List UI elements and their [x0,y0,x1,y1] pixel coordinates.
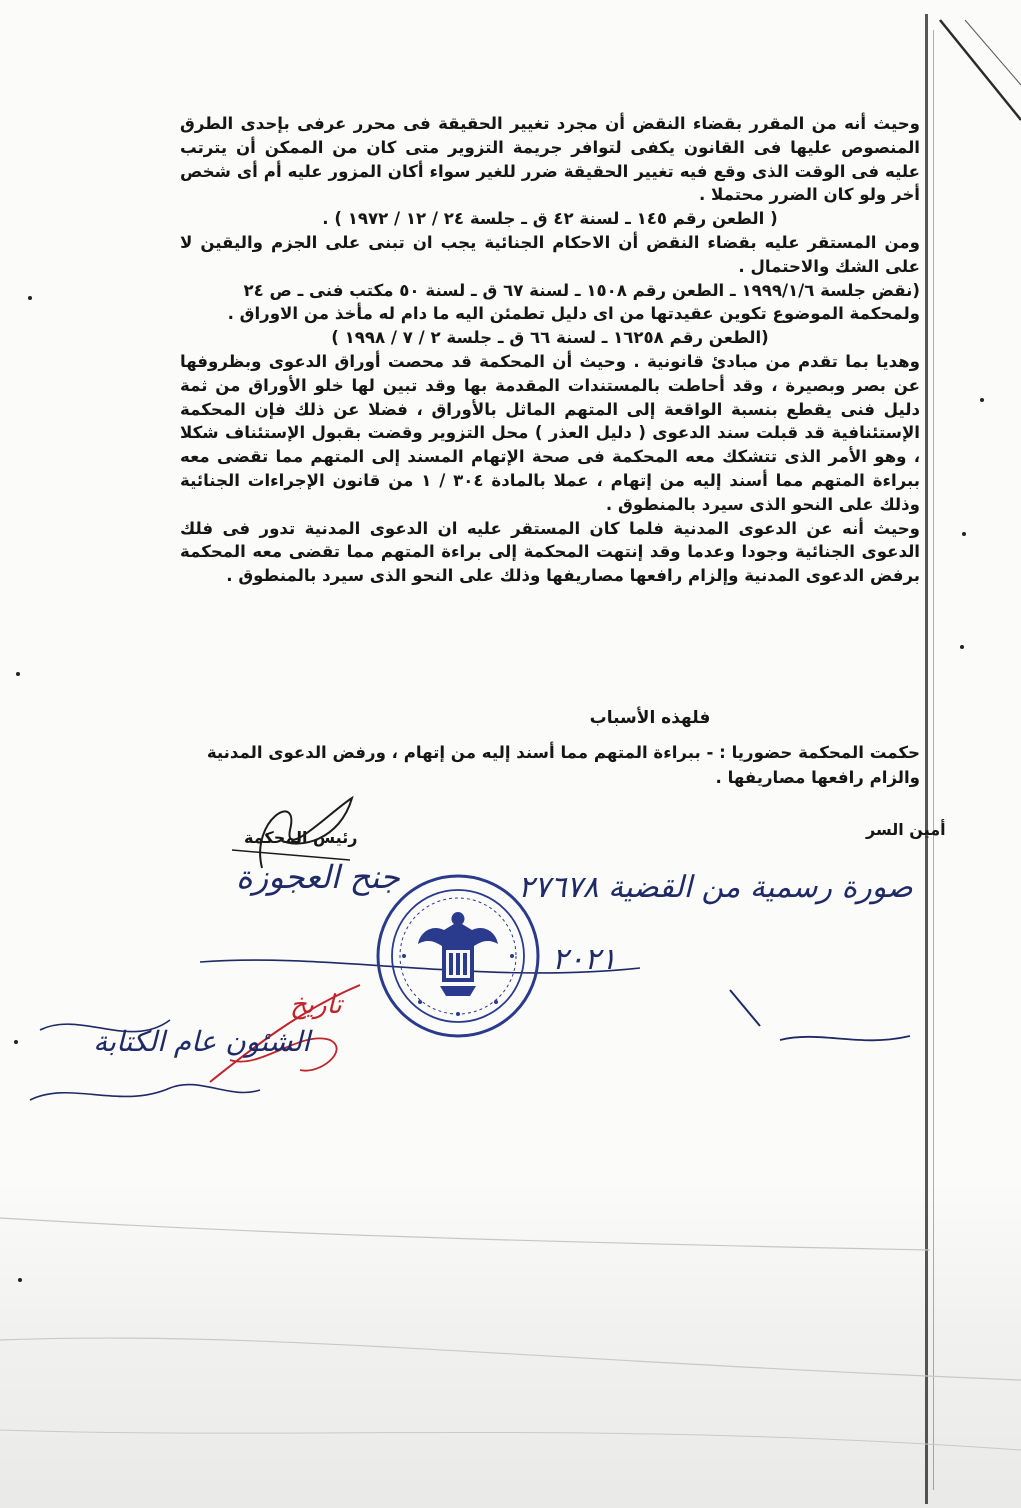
paragraph-certainty-principle: ومن المستقر عليه بقضاء النقض أن الاحكام الجنائية يجب ان تبنى على الجزم واليقين لا على الشك والاحتمال . [180,232,920,276]
official-seal [374,872,542,1040]
handwritten-year: ٢٠٢١ [552,942,617,977]
paragraph-forgery-principle: وحيث أنه من المقرر بقضاء النقض أن مجرد تغيير الحقيقة فى محرر عرفى بإحدى الطرق المنصوص عليها فى القانون يكفى لتوافر جريمة التزوير متى كان من الممكن أن يترتب عليه فى الوقت الذى وقع فيه تغيير الحقيقة ضرر للغير سواء أكان المزور عليه أم أى شخص أخر ولو كان الضرر محتملا . [180,114,920,205]
handwritten-bottom-note: الشئون عام الكتابة [93,1025,310,1058]
reasons-heading: فلهذه الأسباب [589,708,711,728]
paragraph-civil-claim: وحيث أنه عن الدعوى المدنية فلما كان المستقر عليه ان الدعوى المدنية تدور فى فلك الدعوى الجنائية وجودا وعدما وقد إنتهت المحكمة إلى براءة المتهم مما تقضى معه المحكمة برفض الدعوى المدنية وإلزام رافعها مصاريفها وذلك على النحو الذى سيرد بالمنطوق . [180,518,920,586]
citation-appeal-145: ( الطعن رقم ١٤٥ ـ لسنة ٤٢ ق ـ جلسة ٢٤ / ١٢ / ١٩٧٢ ) . [322,209,778,229]
eagle-emblem-icon [418,912,498,996]
verdict-lead: حكمت المحكمة حضوريا : [719,743,920,762]
paragraph-court-conviction: ولمحكمة الموضوع تكوين عقيدتها من اى دليل تطمئن اليه ما دام له مأخذ من الاوراق . [227,304,920,324]
citation-cassation-1999: (نقض جلسة ١٩٩٩/١/٦ ـ الطعن رقم ١٥٠٨ ـ لسنة ٦٧ ق ـ لسنة ٥٠ مكتب فنى ـ ص ٢٤ [243,280,920,300]
handwritten-certified-copy-line: صورة رسمية من القضية ٢٧٦٧٨ [518,870,913,905]
president-label: رئيس المحكمة [244,828,358,847]
paragraph-reasoning: وهديا بما تقدم من مبادئ قانونية . وحيث أن المحكمة قد محصت أوراق الدعوى وبظروفها عن بصر وبصيرة ، وقد أحاطت بالمستندات المقدمة بها وقد تبين لها خلو الأوراق من ثمة دليل فنى يقطع بنسبة الواقعة إلى المتهم الماثل بالأوراق ، فضلا عن ذلك فإن المحكمة الإستئنافية قد قبلت سند الدعوى ( دليل العذر ) محل التزوير وقضت بقبول الإستئناف شكلا ، وهو الأمر الذى تتشكك معه المحكمة فى صحة الإتهام المسند إلى المتهم مما تقضى معه ببراءة المتهم مما أسند إليه من إتهام ، عملا بالمادة ٣٠٤ / ١ من قانون الإجراءات الجنائية وذلك على النحو الذى سيرد بالمنطوق . [180,351,920,514]
secretary-label: أمين السر [866,820,946,839]
handwritten-court-name: جنح العجوزة [236,858,400,896]
handwritten-red-note: تاريخ [290,990,342,1020]
citation-appeal-16258: (الطعن رقم ١٦٢٥٨ ـ لسنة ٦٦ ق ـ جلسة ٢ / ٧ / ١٩٩٨ ) [331,328,769,348]
verdict-text: - ببراءة المتهم مما أسند إليه من إتهام ، ورفض الدعوى المدنية والزام رافعها مصاريفها . [206,743,920,787]
